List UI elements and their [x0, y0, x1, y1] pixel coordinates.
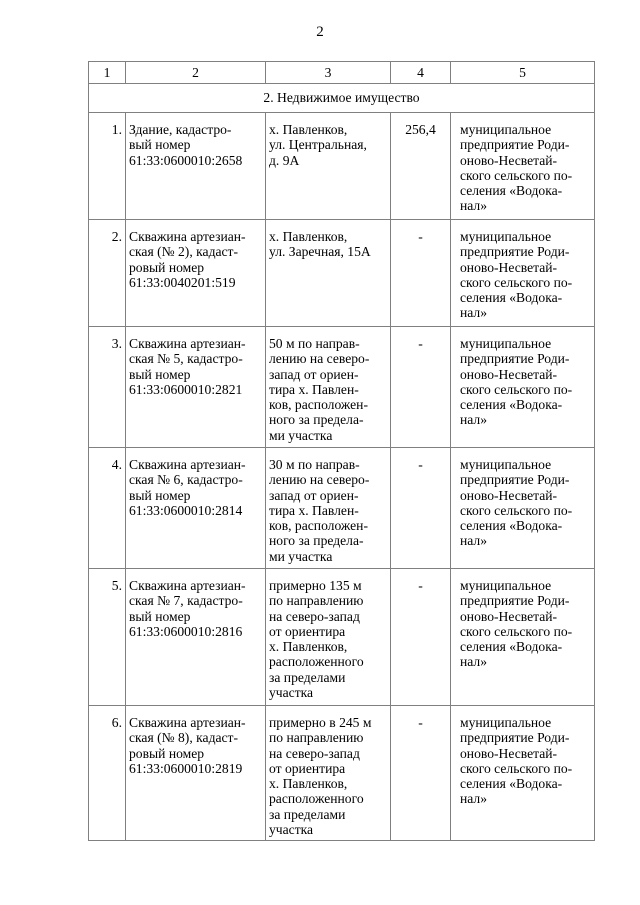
column-number: 1 [89, 62, 126, 84]
object-area: - [391, 220, 451, 327]
object-area: - [391, 569, 451, 706]
object-name: Скважина артезиан- ская № 7, кадастро- вый номер 61:33:0600010:2816 [129, 578, 246, 639]
object-name: Здание, кадастро- вый номер 61:33:0600010:2658 [129, 122, 243, 168]
row-number: 2. [89, 220, 126, 327]
object-area: - [391, 327, 451, 448]
table-row [89, 327, 595, 448]
property-table [88, 61, 595, 841]
object-address: 30 м по направ- лению на северо- запад от ориен- тира х. Павлен- ков, расположен- ного за предела- ми участка [269, 457, 370, 564]
object-address: примерно 135 м по направлению на северо-запад от ориентира х. Павленков, расположенного за пределами участка [269, 578, 364, 701]
column-number: 4 [391, 62, 451, 84]
object-name: Скважина артезиан- ская № 6, кадастро- вый номер 61:33:0600010:2814 [129, 457, 246, 518]
section-header-row [89, 84, 595, 113]
column-number: 3 [266, 62, 391, 84]
object-owner: муниципальное предприятие Роди- оново-Несветай- ского сельского по- селения «Водока- нал» [460, 336, 573, 428]
row-number: 3. [89, 327, 126, 448]
object-owner: муниципальное предприятие Роди- оново-Несветай- ского сельского по- селения «Водока- нал» [460, 715, 573, 807]
table-row [89, 448, 595, 569]
object-owner: муниципальное предприятие Роди- оново-Несветай- ского сельского по- селения «Водока- нал» [460, 122, 573, 214]
row-number: 4. [89, 448, 126, 569]
object-area: - [391, 706, 451, 841]
table-row [89, 706, 595, 841]
object-address: х. Павленков, ул. Центральная, д. 9А [269, 122, 367, 168]
object-owner: муниципальное предприятие Роди- оново-Несветай- ского сельского по- селения «Водока- нал» [460, 229, 573, 321]
object-owner: муниципальное предприятие Роди- оново-Несветай- ского сельского по- селения «Водока- нал» [460, 578, 573, 670]
object-name: Скважина артезиан- ская (№ 8), кадаст- ровый номер 61:33:0600010:2819 [129, 715, 246, 776]
object-address: 50 м по направ- лению на северо- запад от ориен- тира х. Павлен- ков, расположен- ного за предела- ми участка [269, 336, 370, 443]
object-address: примерно в 245 м по направлению на северо-запад от ориентира х. Павленков, расположенного за пределами участка [269, 715, 372, 838]
row-number: 1. [89, 113, 126, 220]
object-area: 256,4 [391, 113, 451, 220]
row-number: 5. [89, 569, 126, 706]
column-number: 2 [126, 62, 266, 84]
object-area: - [391, 448, 451, 569]
object-owner: муниципальное предприятие Роди- оново-Несветай- ского сельского по- селения «Водока- нал» [460, 457, 573, 549]
page-number: 2 [316, 24, 324, 40]
row-number: 6. [89, 706, 126, 841]
object-address: х. Павленков, ул. Заречная, 15А [269, 229, 371, 260]
table-row [89, 569, 595, 706]
column-number: 5 [451, 62, 595, 84]
section-title: 2. Недвижимое имущество [89, 84, 595, 113]
table-row [89, 220, 595, 327]
table-row [89, 113, 595, 220]
object-name: Скважина артезиан- ская № 5, кадастро- вый номер 61:33:0600010:2821 [129, 336, 246, 397]
column-number-row [89, 62, 595, 84]
object-name: Скважина артезиан- ская (№ 2), кадаст- ровый номер 61:33:0040201:519 [129, 229, 246, 290]
